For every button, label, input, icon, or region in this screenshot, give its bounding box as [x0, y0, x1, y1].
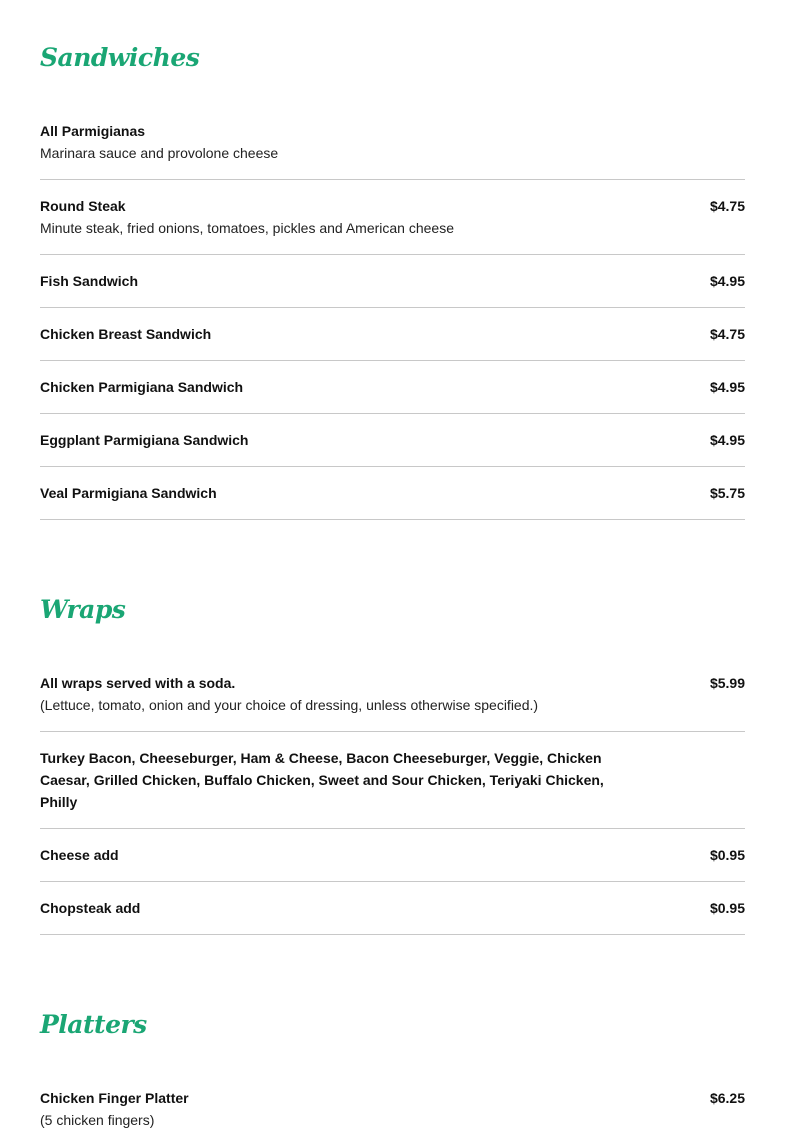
item-description: (Lettuce, tomato, onion and your choice of dressing, unless otherwise specified.): [40, 697, 539, 713]
section-title: Platters: [40, 1010, 147, 1039]
item-name: All wraps served with a soda.: [40, 675, 236, 691]
item-price: $4.75: [709, 198, 745, 214]
menu-item: [40, 829, 745, 882]
item-name: Chicken Finger Platter: [40, 1090, 189, 1106]
item-description: Marinara sauce and provolone cheese: [40, 145, 279, 161]
menu-item: [40, 255, 745, 308]
item-price: $4.95: [709, 432, 745, 448]
item-price: $5.75: [709, 485, 745, 501]
menu-item: [40, 672, 745, 732]
menu-item: [40, 308, 745, 361]
section-sandwiches: [40, 43, 745, 73]
item-price: $6.25: [709, 1090, 745, 1106]
menu-item: [40, 1087, 745, 1147]
item-price: $4.95: [709, 273, 745, 289]
item-name: Fish Sandwich: [40, 273, 139, 289]
menu-item: [40, 361, 745, 414]
wraps-list: [40, 672, 745, 935]
menu-item: [40, 414, 745, 467]
item-name: Turkey Bacon, Cheeseburger, Ham & Cheese, Bacon Cheeseburger, Veggie, Chicken Caesar, Grilled Chicken, Buffalo Chicken, Sweet and Sour Chicken, Teriyaki Chicken, Philly: [40, 750, 604, 810]
item-price: $5.99: [709, 675, 745, 691]
platters-list: [40, 1087, 745, 1147]
item-name: Round Steak: [40, 198, 126, 214]
menu-item: [40, 732, 745, 829]
section-platters: [40, 1010, 745, 1040]
item-name: Veal Parmigiana Sandwich: [40, 485, 217, 501]
item-price: $4.75: [709, 326, 745, 342]
menu-item: [40, 120, 745, 180]
item-price: $0.95: [709, 900, 745, 916]
item-name: All Parmigianas: [40, 123, 146, 139]
sandwiches-list: [40, 120, 745, 520]
item-price: $4.95: [709, 379, 745, 395]
section-wraps: [40, 595, 745, 625]
menu-item: [40, 180, 745, 255]
item-description: Minute steak, fried onions, tomatoes, pickles and American cheese: [40, 220, 454, 236]
item-description: (5 chicken fingers): [40, 1112, 155, 1128]
item-name: Chicken Parmigiana Sandwich: [40, 379, 244, 395]
item-name: Chopsteak add: [40, 900, 141, 916]
menu-item: [40, 467, 745, 520]
item-price: $0.95: [709, 847, 745, 863]
item-name: Chicken Breast Sandwich: [40, 326, 212, 342]
section-title: Wraps: [40, 595, 126, 624]
item-name: Eggplant Parmigiana Sandwich: [40, 432, 249, 448]
section-title: Sandwiches: [40, 43, 200, 72]
item-name: Cheese add: [40, 847, 119, 863]
menu-item: [40, 882, 745, 935]
